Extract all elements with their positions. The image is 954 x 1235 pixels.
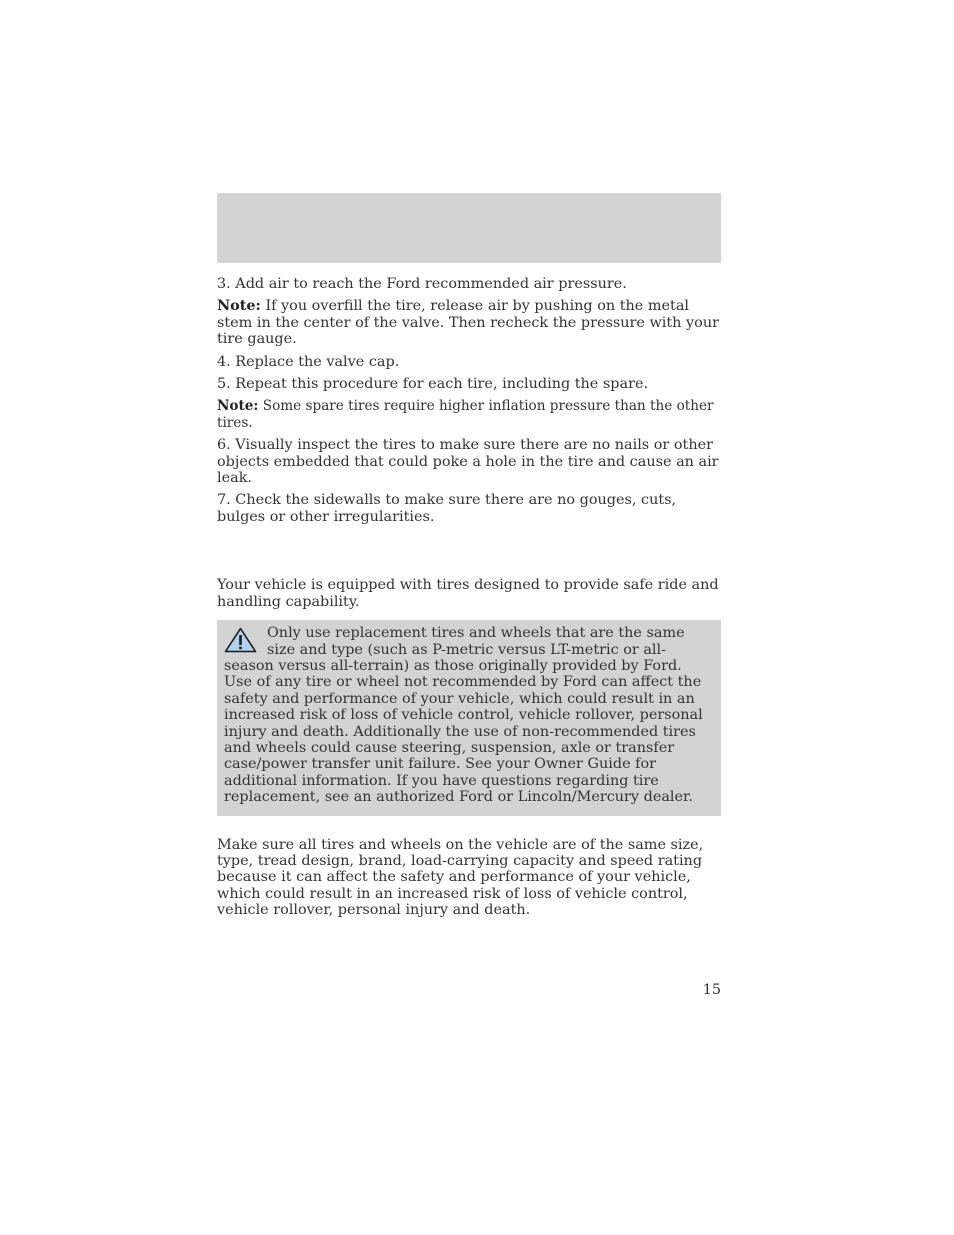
warning-box (217, 620, 721, 815)
note-overfill (217, 298, 721, 347)
step-3: 3. Add air to reach the Ford recommended air pressure. (217, 276, 627, 292)
intro-paragraph: Your vehicle is equipped with tires designed to provide safe ride and handling capability. (217, 577, 719, 610)
closing-paragraph: Make sure all tires and wheels on the vehicle are of the same size, type, tread design, brand, load-carrying capacity and speed rating because it can affect the safety and performance of your vehicle, which could result in an increased risk of loss of vehicle control, vehicle rollover, personal injury and death. (217, 836, 704, 919)
note-text: Some spare tires require higher inflation pressure than the other tires. (217, 398, 714, 431)
warning-text: Only use replacement tires and wheels that are the same size and type (such as P-metric versus LT-metric or all-season versus all-terrain) as those originally provided by Ford. Use of any tire or wheel not recommended by Ford can affect the safety and performance of your vehicle, which could result in an increased risk of loss of vehicle control, vehicle rollover, personal injury and death. Additionally the use of non-recommended tires and wheels could cause steering, suspension, axle or transfer case/power transfer unit failure. See your Owner Guide for additional information. If you have questions regarding tire replacement, see an authorized Ford or Lincoln/Mercury dealer. (224, 625, 703, 806)
note-label: Note: (217, 398, 259, 415)
warning-triangle-icon (224, 627, 257, 653)
note-spare (217, 398, 721, 431)
section-gap (217, 531, 721, 577)
section-header-band (217, 193, 721, 263)
step-4: 4. Replace the valve cap. (217, 353, 400, 370)
page-content (217, 276, 721, 925)
step-6: 6. Visually inspect the tires to make sure there are no nails or other objects embedded that could poke a hole in the tire and cause an air leak. (217, 437, 719, 487)
note-label: Note: (217, 297, 261, 315)
page-number: 15 (702, 982, 721, 998)
note-text: If you overfill the tire, release air by pushing on the metal stem in the center of the valve. Then recheck the pressure with your tire gauge. (217, 298, 719, 348)
step-5: 5. Repeat this procedure for each tire, including the spare. (217, 376, 649, 393)
step-7: 7. Check the sidewalls to make sure there are no gouges, cuts, bulges or other irregularities. (217, 492, 677, 525)
